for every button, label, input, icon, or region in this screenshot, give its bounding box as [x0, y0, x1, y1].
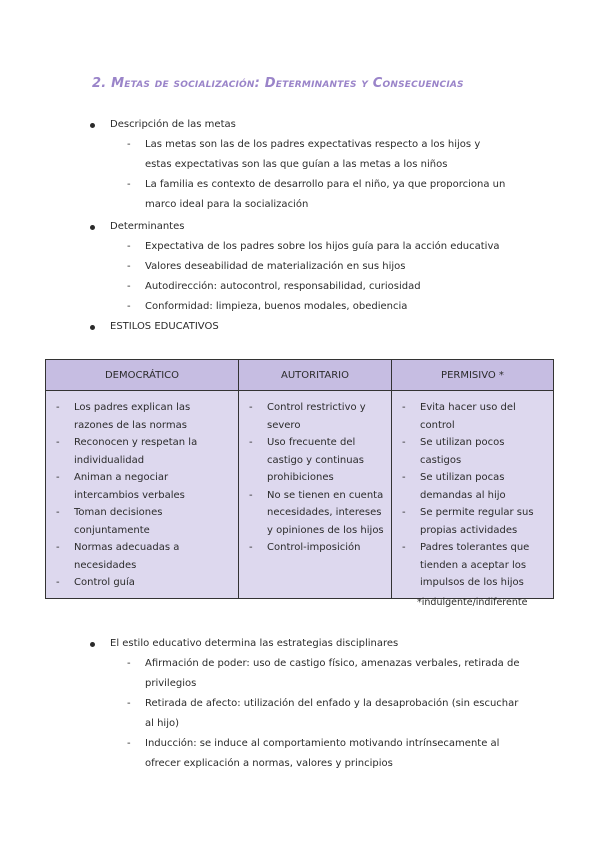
descripcion-item-1: La familia es contexto de desarrollo para el niño, ya que proporciona un marco ideal para la socialización: [145, 179, 506, 210]
list-item: - Control guía: [52, 574, 232, 592]
disciplina-item-0: Afirmación de poder: uso de castigo físico, amenazas verbales, retirada de privilegios: [145, 658, 520, 689]
list-item: - Se utilizan pocas demandas al hijo: [398, 469, 547, 504]
list-item: - Padres tolerantes que tienden a aceptar los impulsos de los hijos: [398, 539, 547, 592]
list-item: - Control restrictivo y severo: [245, 399, 385, 434]
bullet-determinantes: [90, 217, 530, 237]
bullet-dot-icon: [90, 642, 95, 647]
section-disciplina: [90, 634, 530, 774]
list-item: - Los padres explican las razones de las normas: [52, 399, 232, 434]
list-item: - Uso frecuente del castigo y continuas prohibiciones: [245, 434, 385, 487]
page-title: 2. Metas de socialización: Determinantes y Consecuencias: [92, 76, 464, 91]
list-item: - Las metas son las de los padres expectativas respecto a los hijos y estas expectativas son las que guían a las metas a los niños: [90, 135, 510, 175]
list-item: - Expectativa de los padres sobre los hijos guía para la acción educativa: [127, 241, 500, 252]
table-footnote: *indulgente/indiferente: [417, 597, 528, 608]
list-item: - Se permite regular sus propias actividades: [398, 504, 547, 539]
bullet-dot-icon: [90, 325, 95, 330]
list-item: - Conformidad: limpieza, buenos modales, obediencia: [127, 301, 408, 312]
list-item: - Animan a negociar intercambios verbales: [52, 469, 232, 504]
section-descripcion: [90, 115, 510, 215]
determinantes-item-1: Valores deseabilidad de materialización en sus hijos: [145, 261, 406, 272]
cell-democratico: [46, 391, 239, 599]
cell-permisivo: [392, 391, 554, 599]
list-item: - Valores deseabilidad de materialización en sus hijos: [127, 261, 406, 272]
list-item: - Evita hacer uso del control: [398, 399, 547, 434]
list-item: - Se utilizan pocos castigos: [398, 434, 547, 469]
list-item: - Autodirección: autocontrol, responsabilidad, curiosidad: [127, 281, 421, 292]
determinantes-item-2: Autodirección: autocontrol, responsabilidad, curiosidad: [145, 281, 421, 292]
bullet-estilos: [90, 317, 530, 337]
bullet-dot-icon: [90, 225, 95, 230]
bullet-dot-icon: [90, 123, 95, 128]
list-item: - Toman decisiones conjuntamente: [52, 504, 232, 539]
header-permisivo: PERMISIVO *: [392, 360, 554, 391]
determinantes-label: Determinantes: [110, 221, 185, 232]
estilos-label: ESTILOS EDUCATIVOS: [110, 321, 219, 332]
section-determinantes: [90, 217, 530, 337]
list-item: - Inducción: se induce al comportamiento motivando intrínsecamente al ofrecer explicación a normas, valores y principios: [90, 734, 530, 774]
header-democratico: DEMOCRÁTICO: [46, 360, 239, 391]
determinantes-item-3: Conformidad: limpieza, buenos modales, obediencia: [145, 301, 408, 312]
list-item: - No se tienen en cuenta necesidades, intereses y opiniones de los hijos: [245, 487, 385, 540]
list-item: - Retirada de afecto: utilización del enfado y la desaprobación (sin escuchar al hijo): [90, 694, 530, 734]
descripcion-item-0: Las metas son las de los padres expectativas respecto a los hijos y estas expectativas son las que guían a las metas a los niños: [145, 139, 481, 170]
header-autoritario: AUTORITARIO: [239, 360, 392, 391]
list-item: - Afirmación de poder: uso de castigo físico, amenazas verbales, retirada de privilegios: [90, 654, 530, 694]
list-item: - La familia es contexto de desarrollo para el niño, ya que proporciona un marco ideal para la socialización: [90, 175, 510, 215]
estilos-table: [45, 359, 554, 599]
bullet-disciplina: [90, 634, 530, 654]
table-header-row: [46, 360, 554, 391]
bullet-descripcion: [90, 115, 510, 135]
list-item: - Control-imposición: [245, 539, 385, 557]
descripcion-label: Descripción de las metas: [110, 119, 236, 130]
disciplina-item-2: Inducción: se induce al comportamiento motivando intrínsecamente al ofrecer explicación a normas, valores y principios: [145, 738, 500, 769]
determinantes-item-0: Expectativa de los padres sobre los hijos guía para la acción educativa: [145, 241, 500, 252]
cell-autoritario: [239, 391, 392, 599]
table-row: [46, 391, 554, 599]
disciplina-item-1: Retirada de afecto: utilización del enfado y la desaprobación (sin escuchar al hijo): [145, 698, 519, 729]
disciplina-label: El estilo educativo determina las estrategias disciplinares: [110, 638, 399, 649]
list-item: - Normas adecuadas a necesidades: [52, 539, 232, 574]
list-item: - Reconocen y respetan la individualidad: [52, 434, 232, 469]
